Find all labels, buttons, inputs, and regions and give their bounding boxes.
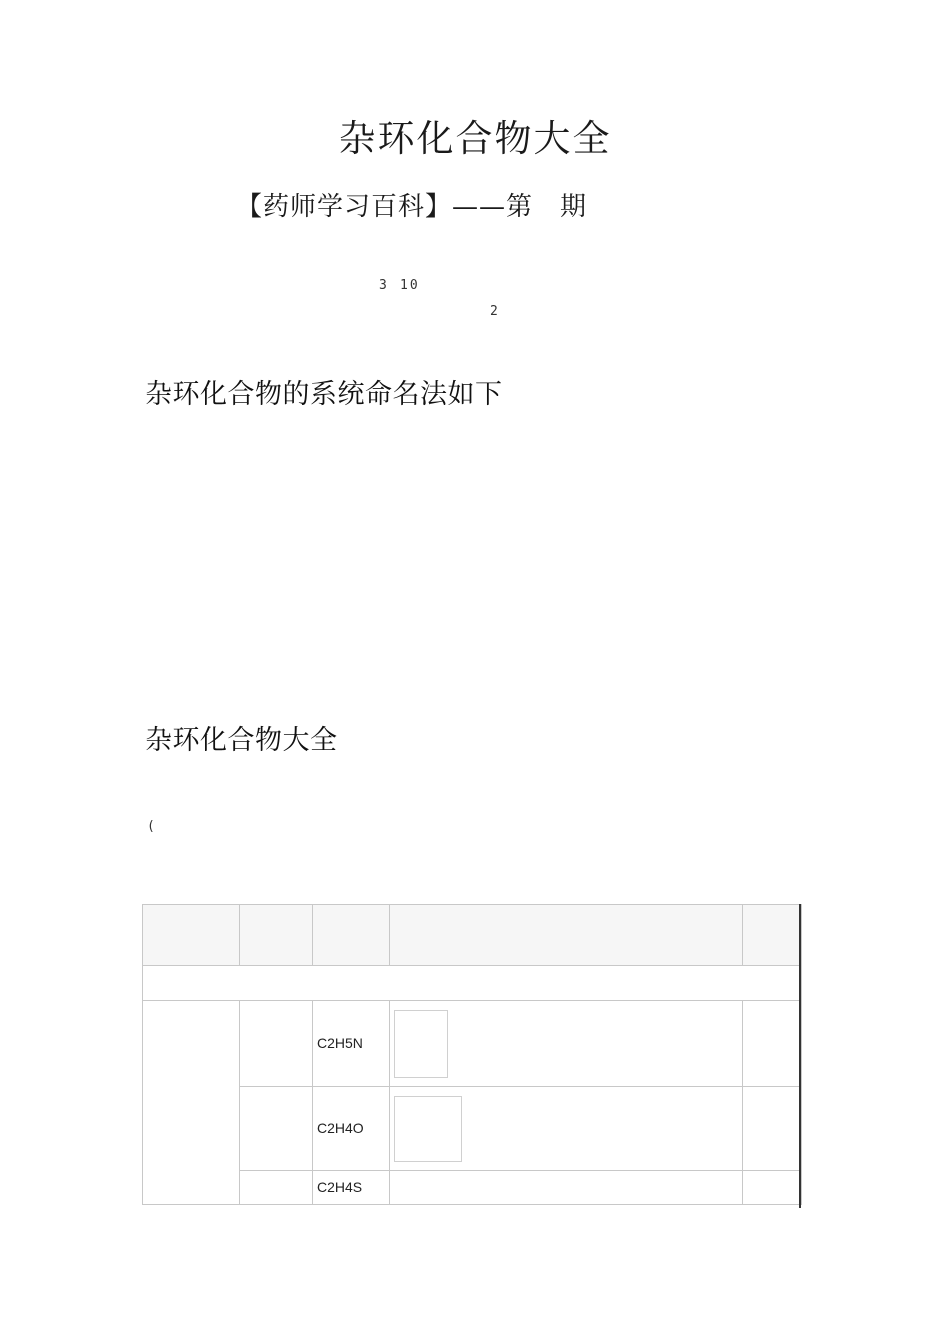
table-group-row-label	[143, 966, 802, 1001]
intro-text-2c: 10	[400, 278, 420, 293]
table-group-label	[143, 1001, 240, 1205]
document-title: 杂环化合物大全	[338, 117, 612, 160]
compound-name	[240, 1171, 313, 1205]
structure-image	[394, 1096, 462, 1162]
table-header-cell	[143, 905, 240, 966]
table-header-cell	[313, 905, 390, 966]
compound-note	[743, 1171, 802, 1205]
table-header-row	[143, 905, 802, 966]
compound-formula: C2H4O	[313, 1087, 390, 1171]
compound-note	[743, 1001, 802, 1087]
section-heading-nomenclature: 杂环化合物的系统命名法如下	[145, 379, 503, 410]
table-header-cell	[743, 905, 802, 966]
compound-note	[743, 1087, 802, 1171]
compound-structure	[390, 1087, 743, 1171]
compound-structure	[390, 1001, 743, 1087]
table-header-cell	[390, 905, 743, 966]
structure-image	[394, 1010, 448, 1078]
intro-text-2b: 3	[379, 278, 389, 293]
table-row	[143, 1001, 802, 1087]
compound-structure	[390, 1171, 743, 1205]
table-row	[143, 1171, 802, 1205]
compound-formula: C2H4S	[313, 1171, 390, 1205]
intro-text-3d: 2	[490, 304, 500, 319]
compound-formula: C2H5N	[313, 1001, 390, 1087]
table-right-border	[799, 904, 801, 1208]
compound-name	[240, 1087, 313, 1171]
table-group-row	[143, 966, 802, 1001]
table-row	[143, 1087, 802, 1171]
section-heading-compounds: 杂环化合物大全	[145, 725, 338, 756]
table-header-cell	[240, 905, 313, 966]
compound-table	[142, 904, 802, 1205]
document-subtitle: 【药师学习百科】——第 期	[236, 192, 588, 222]
compound-name	[240, 1001, 313, 1087]
compounds-note-line1: (	[147, 819, 157, 834]
